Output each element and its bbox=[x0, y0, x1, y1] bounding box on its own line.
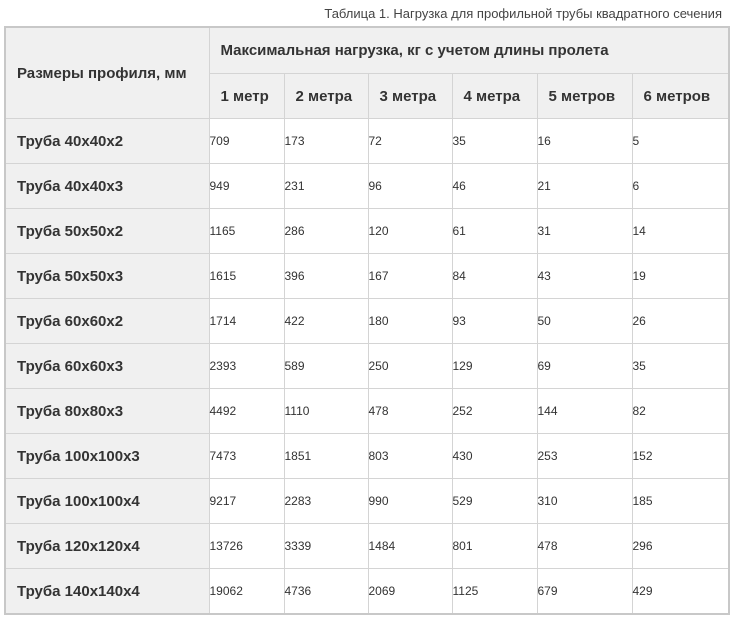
table-cell: 46 bbox=[452, 164, 537, 209]
table-cell: 35 bbox=[452, 119, 537, 164]
table-cell: 250 bbox=[368, 344, 452, 389]
table-cell: 167 bbox=[368, 254, 452, 299]
table-cell: 21 bbox=[537, 164, 632, 209]
table-cell: 231 bbox=[284, 164, 368, 209]
table-cell: 82 bbox=[632, 389, 729, 434]
table-cell: 7473 bbox=[209, 434, 284, 479]
span-header-6: 6 метров bbox=[632, 74, 729, 119]
table-cell: 2393 bbox=[209, 344, 284, 389]
table-cell: 430 bbox=[452, 434, 537, 479]
table-cell: 129 bbox=[452, 344, 537, 389]
table-row bbox=[5, 299, 729, 344]
table-cell: 949 bbox=[209, 164, 284, 209]
table-cell: 2283 bbox=[284, 479, 368, 524]
table-cell: 5 bbox=[632, 119, 729, 164]
span-header-3: 3 метра bbox=[368, 74, 452, 119]
table-cell: 50 bbox=[537, 299, 632, 344]
row-profile: Труба 120х120х4 bbox=[5, 524, 209, 569]
table-cell: 252 bbox=[452, 389, 537, 434]
profile-size-header: Размеры профиля, мм bbox=[5, 27, 209, 119]
table-cell: 1714 bbox=[209, 299, 284, 344]
table-cell: 4492 bbox=[209, 389, 284, 434]
table-cell: 185 bbox=[632, 479, 729, 524]
table-cell: 173 bbox=[284, 119, 368, 164]
table-row bbox=[5, 254, 729, 299]
table-cell: 679 bbox=[537, 569, 632, 615]
table-cell: 43 bbox=[537, 254, 632, 299]
table-cell: 478 bbox=[537, 524, 632, 569]
table-cell: 152 bbox=[632, 434, 729, 479]
span-header-5: 5 метров bbox=[537, 74, 632, 119]
table-cell: 990 bbox=[368, 479, 452, 524]
table-cell: 709 bbox=[209, 119, 284, 164]
load-table bbox=[4, 26, 730, 615]
span-header-4: 4 метра bbox=[452, 74, 537, 119]
table-cell: 589 bbox=[284, 344, 368, 389]
span-header-2: 2 метра bbox=[284, 74, 368, 119]
table-cell: 84 bbox=[452, 254, 537, 299]
table-cell: 4736 bbox=[284, 569, 368, 615]
table-cell: 26 bbox=[632, 299, 729, 344]
span-header-1: 1 метр bbox=[209, 74, 284, 119]
table-cell: 1165 bbox=[209, 209, 284, 254]
table-cell: 72 bbox=[368, 119, 452, 164]
table-cell: 396 bbox=[284, 254, 368, 299]
row-profile: Труба 50х50х3 bbox=[5, 254, 209, 299]
table-cell: 253 bbox=[537, 434, 632, 479]
table-cell: 19 bbox=[632, 254, 729, 299]
table-cell: 801 bbox=[452, 524, 537, 569]
table-row bbox=[5, 389, 729, 434]
table-row bbox=[5, 479, 729, 524]
row-profile: Труба 60х60х3 bbox=[5, 344, 209, 389]
table-cell: 35 bbox=[632, 344, 729, 389]
table-row bbox=[5, 524, 729, 569]
header-row bbox=[5, 27, 729, 74]
table-cell: 9217 bbox=[209, 479, 284, 524]
table-cell: 14 bbox=[632, 209, 729, 254]
table-cell: 144 bbox=[537, 389, 632, 434]
table-cell: 31 bbox=[537, 209, 632, 254]
table-cell: 93 bbox=[452, 299, 537, 344]
row-profile: Труба 100х100х3 bbox=[5, 434, 209, 479]
table-cell: 422 bbox=[284, 299, 368, 344]
table-row bbox=[5, 119, 729, 164]
table-cell: 19062 bbox=[209, 569, 284, 615]
table-cell: 1615 bbox=[209, 254, 284, 299]
table-cell: 96 bbox=[368, 164, 452, 209]
table-cell: 69 bbox=[537, 344, 632, 389]
table-cell: 120 bbox=[368, 209, 452, 254]
table-cell: 803 bbox=[368, 434, 452, 479]
row-profile: Труба 40х40х3 bbox=[5, 164, 209, 209]
table-cell: 1484 bbox=[368, 524, 452, 569]
table-caption: Таблица 1. Нагрузка для профильной трубы квадратного сечения bbox=[324, 6, 722, 21]
table-cell: 6 bbox=[632, 164, 729, 209]
table-cell: 2069 bbox=[368, 569, 452, 615]
table-cell: 61 bbox=[452, 209, 537, 254]
max-load-header: Максимальная нагрузка, кг с учетом длины пролета bbox=[209, 27, 729, 74]
row-profile: Труба 80х80х3 bbox=[5, 389, 209, 434]
table-cell: 180 bbox=[368, 299, 452, 344]
row-profile: Труба 40х40х2 bbox=[5, 119, 209, 164]
table-cell: 296 bbox=[632, 524, 729, 569]
table-cell: 529 bbox=[452, 479, 537, 524]
row-profile: Труба 60х60х2 bbox=[5, 299, 209, 344]
table-row bbox=[5, 209, 729, 254]
table-cell: 310 bbox=[537, 479, 632, 524]
table-cell: 1125 bbox=[452, 569, 537, 615]
table-cell: 13726 bbox=[209, 524, 284, 569]
table-row bbox=[5, 569, 729, 615]
table-cell: 16 bbox=[537, 119, 632, 164]
row-profile: Труба 140х140х4 bbox=[5, 569, 209, 615]
table-cell: 3339 bbox=[284, 524, 368, 569]
table-cell: 286 bbox=[284, 209, 368, 254]
table-cell: 478 bbox=[368, 389, 452, 434]
table-row bbox=[5, 344, 729, 389]
table-cell: 1851 bbox=[284, 434, 368, 479]
row-profile: Труба 100х100х4 bbox=[5, 479, 209, 524]
table-cell: 1110 bbox=[284, 389, 368, 434]
table-cell: 429 bbox=[632, 569, 729, 615]
table-row bbox=[5, 164, 729, 209]
row-profile: Труба 50х50х2 bbox=[5, 209, 209, 254]
table-row bbox=[5, 434, 729, 479]
